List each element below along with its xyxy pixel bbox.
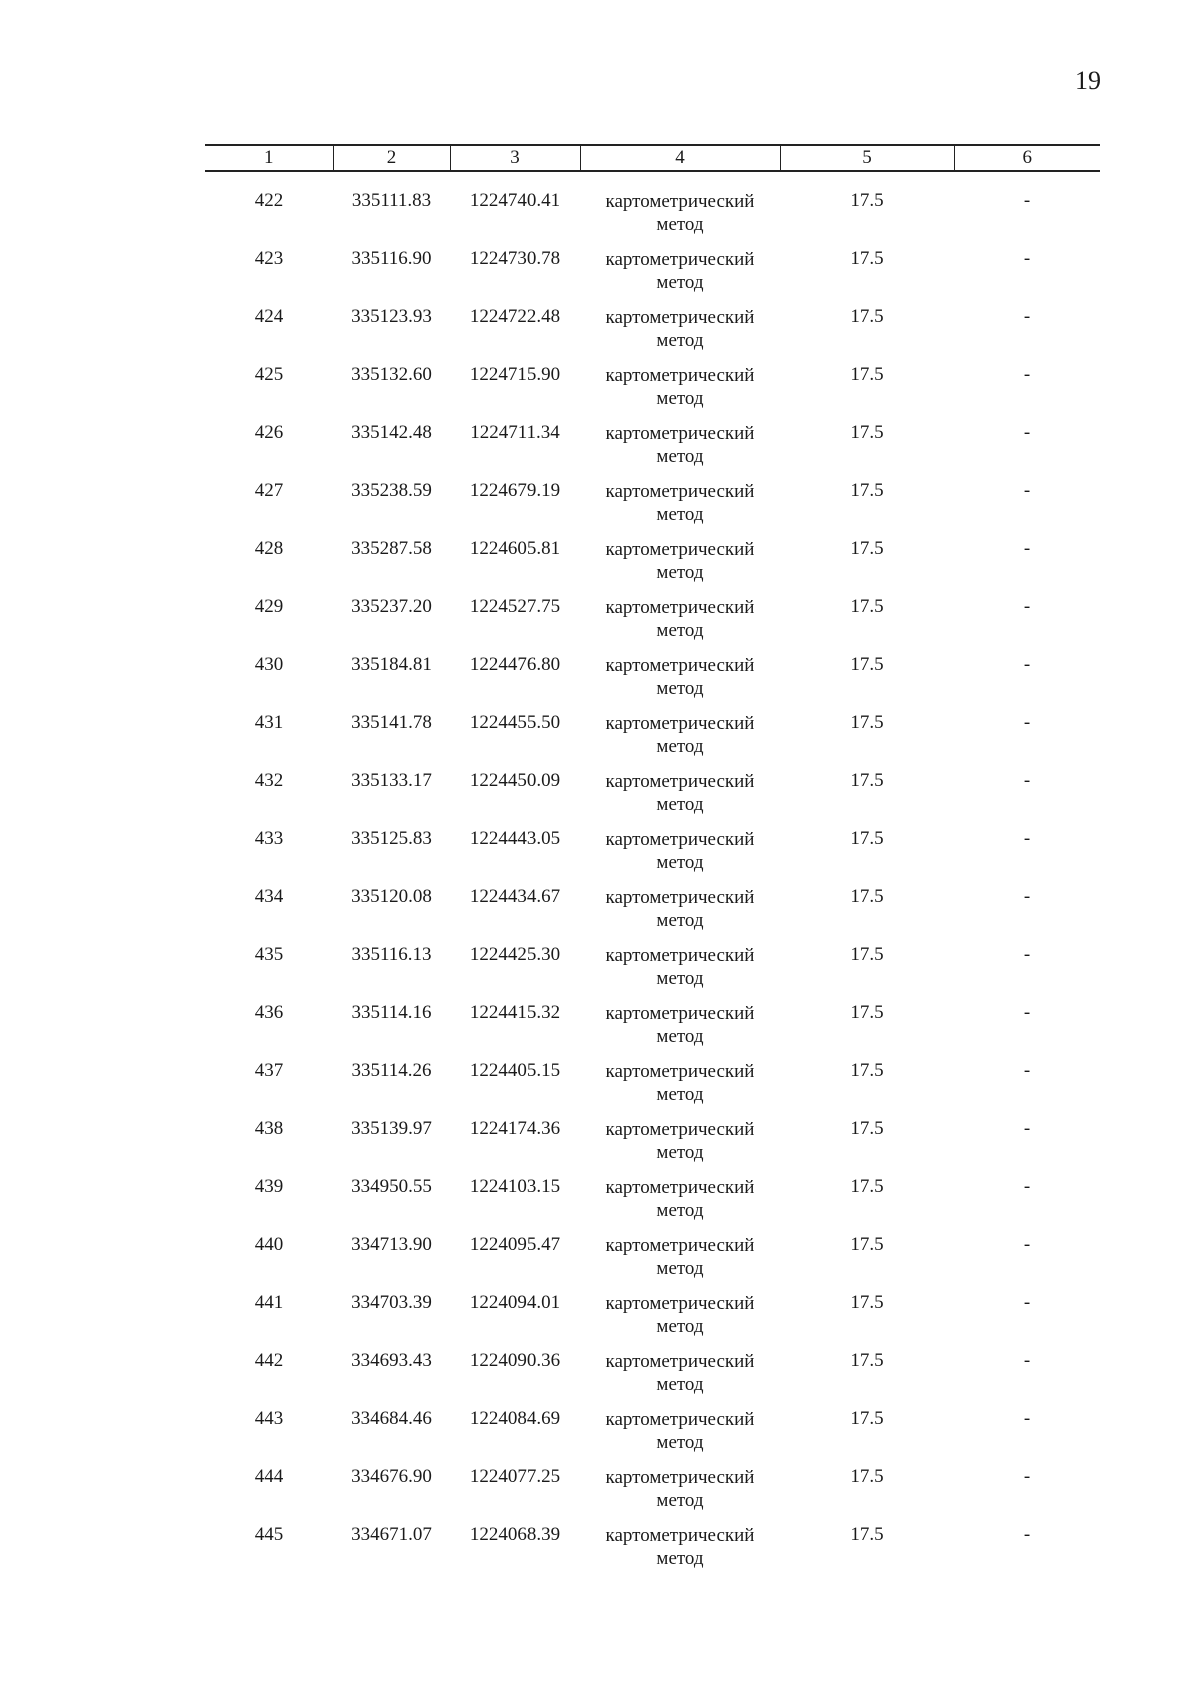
table-row bbox=[205, 422, 1100, 480]
method-line-2: метод bbox=[656, 330, 704, 351]
coord-x-cell: 335120.08 bbox=[351, 886, 432, 907]
note-cell: - bbox=[1023, 1350, 1031, 1371]
coord-y-cell: 1224405.15 bbox=[469, 1060, 561, 1081]
method-cell bbox=[580, 654, 780, 712]
method-line-2: метод bbox=[656, 562, 704, 583]
table-row bbox=[205, 596, 1100, 654]
coord-x-cell: 334713.90 bbox=[351, 1234, 432, 1255]
coord-x-cell: 335237.20 bbox=[351, 596, 432, 617]
method-cell bbox=[580, 422, 780, 480]
note-cell: - bbox=[1023, 190, 1031, 211]
coordinates-table bbox=[205, 144, 1100, 1582]
method-cell bbox=[580, 171, 780, 248]
method-line-2: метод bbox=[656, 1374, 704, 1395]
table-row bbox=[205, 1350, 1100, 1408]
note-cell: - bbox=[1023, 1176, 1031, 1197]
point-number-cell: 430 bbox=[254, 654, 284, 675]
table-row bbox=[205, 1060, 1100, 1118]
coord-y-cell: 1224715.90 bbox=[469, 364, 561, 385]
error-cell: 17.5 bbox=[850, 828, 884, 849]
point-number-cell: 424 bbox=[254, 306, 284, 327]
coord-x-cell: 335184.81 bbox=[351, 654, 432, 675]
method-line-2: метод bbox=[656, 1316, 704, 1337]
method-line-1: картометрический bbox=[605, 945, 755, 966]
error-cell: 17.5 bbox=[850, 712, 884, 733]
point-number-cell: 431 bbox=[254, 712, 284, 733]
method-line-1: картометрический bbox=[605, 771, 755, 792]
method-cell bbox=[580, 1002, 780, 1060]
table-row bbox=[205, 1234, 1100, 1292]
note-cell: - bbox=[1023, 538, 1031, 559]
table-row bbox=[205, 1002, 1100, 1060]
error-cell: 17.5 bbox=[850, 1234, 884, 1255]
method-line-2: метод bbox=[656, 1026, 704, 1047]
coord-y-cell: 1224174.36 bbox=[469, 1118, 561, 1139]
table-row bbox=[205, 886, 1100, 944]
error-cell: 17.5 bbox=[850, 654, 884, 675]
method-line-1: картометрический bbox=[605, 1235, 755, 1256]
method-line-2: метод bbox=[656, 1548, 704, 1569]
error-cell: 17.5 bbox=[850, 886, 884, 907]
table-row bbox=[205, 1466, 1100, 1524]
coord-y-cell: 1224443.05 bbox=[469, 828, 561, 849]
method-line-1: картометрический bbox=[605, 1293, 755, 1314]
page-number: 19 bbox=[1075, 66, 1101, 95]
method-line-2: метод bbox=[656, 1432, 704, 1453]
header-col-6: 6 bbox=[954, 145, 1100, 171]
coord-y-cell: 1224476.80 bbox=[469, 654, 561, 675]
coord-x-cell: 334676.90 bbox=[351, 1466, 432, 1487]
method-cell bbox=[580, 306, 780, 364]
method-cell bbox=[580, 480, 780, 538]
coord-x-cell: 335125.83 bbox=[351, 828, 432, 849]
point-number-cell: 428 bbox=[254, 538, 284, 559]
method-line-2: метод bbox=[656, 388, 704, 409]
method-line-1: картометрический bbox=[605, 597, 755, 618]
point-number-cell: 436 bbox=[254, 1002, 284, 1023]
header-col-2: 2 bbox=[333, 145, 450, 171]
method-line-2: метод bbox=[656, 504, 704, 525]
point-number-cell: 422 bbox=[254, 190, 284, 211]
table-row bbox=[205, 712, 1100, 770]
coord-x-cell: 334950.55 bbox=[351, 1176, 432, 1197]
method-line-1: картометрический bbox=[605, 191, 755, 212]
error-cell: 17.5 bbox=[850, 596, 884, 617]
note-cell: - bbox=[1023, 1408, 1031, 1429]
method-line-2: метод bbox=[656, 1490, 704, 1511]
coord-x-cell: 334703.39 bbox=[351, 1292, 432, 1313]
coord-x-cell: 335123.93 bbox=[351, 306, 432, 327]
coord-y-cell: 1224090.36 bbox=[469, 1350, 561, 1371]
method-line-1: картометрический bbox=[605, 829, 755, 850]
method-line-1: картометрический bbox=[605, 887, 755, 908]
error-cell: 17.5 bbox=[850, 944, 884, 965]
point-number-cell: 438 bbox=[254, 1118, 284, 1139]
note-cell: - bbox=[1023, 1292, 1031, 1313]
error-cell: 17.5 bbox=[850, 770, 884, 791]
table-row bbox=[205, 364, 1100, 422]
error-cell: 17.5 bbox=[850, 190, 884, 211]
point-number-cell: 425 bbox=[254, 364, 284, 385]
coord-y-cell: 1224094.01 bbox=[469, 1292, 561, 1313]
method-line-1: картометрический bbox=[605, 1351, 755, 1372]
method-cell bbox=[580, 1350, 780, 1408]
coord-y-cell: 1224722.48 bbox=[469, 306, 561, 327]
point-number-cell: 445 bbox=[254, 1524, 284, 1545]
error-cell: 17.5 bbox=[850, 248, 884, 269]
method-line-2: метод bbox=[656, 272, 704, 293]
header-col-3: 3 bbox=[450, 145, 580, 171]
table-row bbox=[205, 1292, 1100, 1350]
method-line-1: картометрический bbox=[605, 423, 755, 444]
method-line-2: метод bbox=[656, 794, 704, 815]
table-row bbox=[205, 306, 1100, 364]
coord-y-cell: 1224415.32 bbox=[469, 1002, 561, 1023]
error-cell: 17.5 bbox=[850, 1524, 884, 1545]
coord-x-cell: 335142.48 bbox=[351, 422, 432, 443]
table-row bbox=[205, 1408, 1100, 1466]
point-number-cell: 423 bbox=[254, 248, 284, 269]
method-line-1: картометрический bbox=[605, 481, 755, 502]
method-cell bbox=[580, 1292, 780, 1350]
header-row bbox=[205, 145, 1100, 171]
method-line-1: картометрический bbox=[605, 1409, 755, 1430]
coord-x-cell: 335114.16 bbox=[351, 1002, 432, 1023]
method-line-1: картометрический bbox=[605, 655, 755, 676]
coord-x-cell: 335132.60 bbox=[351, 364, 432, 385]
coord-y-cell: 1224740.41 bbox=[469, 190, 561, 211]
point-number-cell: 442 bbox=[254, 1350, 284, 1371]
coord-y-cell: 1224679.19 bbox=[469, 480, 561, 501]
note-cell: - bbox=[1023, 886, 1031, 907]
method-line-1: картометрический bbox=[605, 307, 755, 328]
table-row bbox=[205, 1118, 1100, 1176]
coord-x-cell: 335139.97 bbox=[351, 1118, 432, 1139]
table-body bbox=[205, 171, 1100, 1582]
table-row bbox=[205, 248, 1100, 306]
coord-y-cell: 1224103.15 bbox=[469, 1176, 561, 1197]
note-cell: - bbox=[1023, 1524, 1031, 1545]
coord-x-cell: 335111.83 bbox=[351, 190, 432, 211]
coord-y-cell: 1224605.81 bbox=[469, 538, 561, 559]
table-header bbox=[205, 145, 1100, 171]
error-cell: 17.5 bbox=[850, 480, 884, 501]
note-cell: - bbox=[1023, 596, 1031, 617]
point-number-cell: 432 bbox=[254, 770, 284, 791]
coord-x-cell: 335141.78 bbox=[351, 712, 432, 733]
method-cell bbox=[580, 1118, 780, 1176]
note-cell: - bbox=[1023, 770, 1031, 791]
table-row bbox=[205, 1176, 1100, 1234]
table-row bbox=[205, 654, 1100, 712]
method-line-1: картометрический bbox=[605, 1003, 755, 1024]
coord-y-cell: 1224068.39 bbox=[469, 1524, 561, 1545]
coord-x-cell: 335287.58 bbox=[351, 538, 432, 559]
coord-x-cell: 334693.43 bbox=[351, 1350, 432, 1371]
point-number-cell: 426 bbox=[254, 422, 284, 443]
note-cell: - bbox=[1023, 1234, 1031, 1255]
point-number-cell: 434 bbox=[254, 886, 284, 907]
coord-y-cell: 1224455.50 bbox=[469, 712, 561, 733]
method-cell bbox=[580, 1234, 780, 1292]
point-number-cell: 441 bbox=[254, 1292, 284, 1313]
method-cell bbox=[580, 1524, 780, 1582]
table-row bbox=[205, 770, 1100, 828]
coord-y-cell: 1224434.67 bbox=[469, 886, 561, 907]
method-line-1: картометрический bbox=[605, 365, 755, 386]
point-number-cell: 429 bbox=[254, 596, 284, 617]
note-cell: - bbox=[1023, 1118, 1031, 1139]
method-cell bbox=[580, 248, 780, 306]
coord-x-cell: 335116.13 bbox=[351, 944, 432, 965]
table-row bbox=[205, 480, 1100, 538]
method-line-1: картометрический bbox=[605, 713, 755, 734]
note-cell: - bbox=[1023, 944, 1031, 965]
error-cell: 17.5 bbox=[850, 1176, 884, 1197]
method-line-2: метод bbox=[656, 1084, 704, 1105]
error-cell: 17.5 bbox=[850, 1350, 884, 1371]
method-cell bbox=[580, 1466, 780, 1524]
method-line-2: метод bbox=[656, 446, 704, 467]
method-line-2: метод bbox=[656, 1142, 704, 1163]
method-line-2: метод bbox=[656, 910, 704, 931]
method-line-2: метод bbox=[656, 1258, 704, 1279]
method-line-1: картометрический bbox=[605, 1119, 755, 1140]
point-number-cell: 437 bbox=[254, 1060, 284, 1081]
note-cell: - bbox=[1023, 480, 1031, 501]
coord-y-cell: 1224095.47 bbox=[469, 1234, 561, 1255]
coord-y-cell: 1224450.09 bbox=[469, 770, 561, 791]
method-cell bbox=[580, 596, 780, 654]
method-cell bbox=[580, 886, 780, 944]
coord-y-cell: 1224527.75 bbox=[469, 596, 561, 617]
coord-x-cell: 335114.26 bbox=[351, 1060, 432, 1081]
note-cell: - bbox=[1023, 1002, 1031, 1023]
method-cell bbox=[580, 828, 780, 886]
header-col-1: 1 bbox=[205, 145, 333, 171]
point-number-cell: 435 bbox=[254, 944, 284, 965]
note-cell: - bbox=[1023, 306, 1031, 327]
coord-x-cell: 334671.07 bbox=[351, 1524, 432, 1545]
table-row bbox=[205, 828, 1100, 886]
table-row bbox=[205, 1524, 1100, 1582]
point-number-cell: 440 bbox=[254, 1234, 284, 1255]
method-line-1: картометрический bbox=[605, 1061, 755, 1082]
point-number-cell: 439 bbox=[254, 1176, 284, 1197]
method-line-2: метод bbox=[656, 968, 704, 989]
method-cell bbox=[580, 712, 780, 770]
note-cell: - bbox=[1023, 712, 1031, 733]
method-line-1: картометрический bbox=[605, 539, 755, 560]
header-col-5: 5 bbox=[780, 145, 954, 171]
point-number-cell: 444 bbox=[254, 1466, 284, 1487]
error-cell: 17.5 bbox=[850, 306, 884, 327]
error-cell: 17.5 bbox=[850, 1466, 884, 1487]
method-line-1: картометрический bbox=[605, 1467, 755, 1488]
method-line-1: картометрический bbox=[605, 249, 755, 270]
method-line-2: метод bbox=[656, 214, 704, 235]
coord-y-cell: 1224730.78 bbox=[469, 248, 561, 269]
header-col-4: 4 bbox=[580, 145, 780, 171]
method-cell bbox=[580, 770, 780, 828]
method-cell bbox=[580, 1060, 780, 1118]
coord-x-cell: 335133.17 bbox=[351, 770, 432, 791]
point-number-cell: 427 bbox=[254, 480, 284, 501]
method-cell bbox=[580, 1176, 780, 1234]
coordinates-table-container bbox=[205, 144, 1100, 1582]
point-number-cell: 443 bbox=[254, 1408, 284, 1429]
method-line-1: картометрический bbox=[605, 1525, 755, 1546]
table-row bbox=[205, 171, 1100, 248]
note-cell: - bbox=[1023, 248, 1031, 269]
note-cell: - bbox=[1023, 828, 1031, 849]
coord-y-cell: 1224084.69 bbox=[469, 1408, 561, 1429]
method-line-2: метод bbox=[656, 736, 704, 757]
method-cell bbox=[580, 944, 780, 1002]
method-cell bbox=[580, 1408, 780, 1466]
note-cell: - bbox=[1023, 422, 1031, 443]
method-line-2: метод bbox=[656, 852, 704, 873]
error-cell: 17.5 bbox=[850, 1060, 884, 1081]
coord-x-cell: 335116.90 bbox=[351, 248, 432, 269]
coord-x-cell: 334684.46 bbox=[351, 1408, 432, 1429]
point-number-cell: 433 bbox=[254, 828, 284, 849]
error-cell: 17.5 bbox=[850, 1292, 884, 1313]
error-cell: 17.5 bbox=[850, 422, 884, 443]
error-cell: 17.5 bbox=[850, 538, 884, 559]
note-cell: - bbox=[1023, 1466, 1031, 1487]
method-line-2: метод bbox=[656, 1200, 704, 1221]
coord-y-cell: 1224711.34 bbox=[470, 422, 560, 443]
error-cell: 17.5 bbox=[850, 364, 884, 385]
coord-x-cell: 335238.59 bbox=[351, 480, 432, 501]
note-cell: - bbox=[1023, 654, 1031, 675]
note-cell: - bbox=[1023, 364, 1031, 385]
table-row bbox=[205, 538, 1100, 596]
method-line-2: метод bbox=[656, 678, 704, 699]
method-line-2: метод bbox=[656, 620, 704, 641]
coord-y-cell: 1224077.25 bbox=[469, 1466, 561, 1487]
error-cell: 17.5 bbox=[850, 1002, 884, 1023]
method-cell bbox=[580, 538, 780, 596]
method-cell bbox=[580, 364, 780, 422]
error-cell: 17.5 bbox=[850, 1408, 884, 1429]
note-cell: - bbox=[1023, 1060, 1031, 1081]
method-line-1: картометрический bbox=[605, 1177, 755, 1198]
coord-y-cell: 1224425.30 bbox=[469, 944, 561, 965]
table-row bbox=[205, 944, 1100, 1002]
error-cell: 17.5 bbox=[850, 1118, 884, 1139]
